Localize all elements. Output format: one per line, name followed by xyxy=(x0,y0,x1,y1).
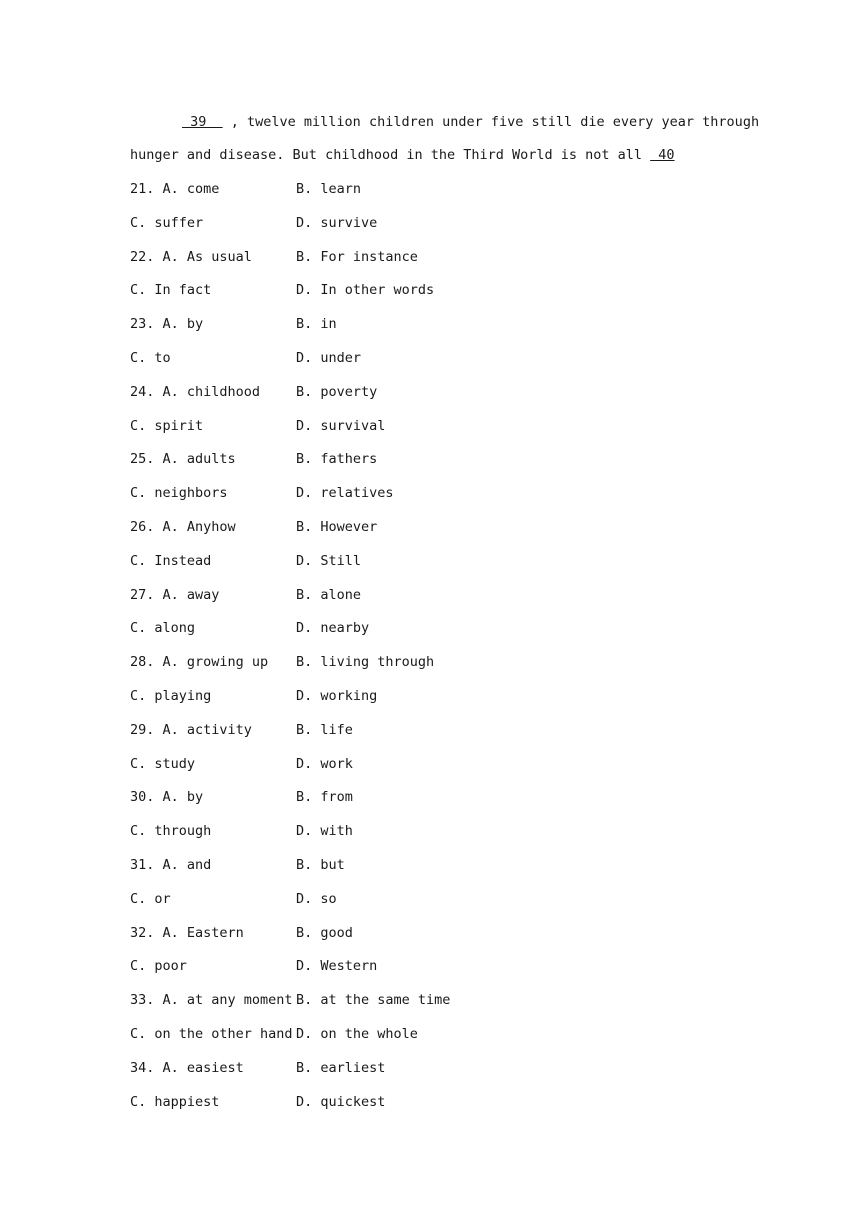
question-option-row xyxy=(130,713,750,747)
question-option-row xyxy=(130,544,750,578)
question-option-row xyxy=(130,814,750,848)
question-option-row xyxy=(130,1051,750,1085)
question-option-row xyxy=(130,848,750,882)
option-c: C. through xyxy=(130,823,212,840)
question-option-row xyxy=(130,747,750,781)
option-c: C. spirit xyxy=(130,417,204,434)
option-a: 25. A. adults xyxy=(130,451,236,468)
option-d: D. Western xyxy=(296,958,378,975)
question-option-row xyxy=(130,273,750,307)
question-option-row xyxy=(130,679,750,713)
passage-line-2-text: hunger and disease. But childhood in the Third World is not all xyxy=(130,147,651,163)
question-option-row xyxy=(130,983,750,1017)
question-option-row xyxy=(130,442,750,476)
question-option-row xyxy=(130,307,750,341)
question-option-row xyxy=(130,409,750,443)
blank-39: 39 xyxy=(182,114,223,130)
option-b: B. For instance xyxy=(296,248,418,265)
option-b: B. earliest xyxy=(296,1059,386,1076)
question-option-row xyxy=(130,510,750,544)
option-d: D. with xyxy=(296,823,353,840)
option-d: D. working xyxy=(296,688,378,704)
question-option-row xyxy=(130,240,750,274)
option-a: 24. A. childhood xyxy=(130,383,261,400)
question-option-row xyxy=(130,375,750,409)
question-option-row xyxy=(130,611,750,645)
option-a: 33. A. at any moment xyxy=(130,992,293,1009)
option-c: C. In fact xyxy=(130,282,212,299)
question-option-row xyxy=(130,341,750,375)
option-b: B. poverty xyxy=(296,383,378,400)
question-option-row xyxy=(130,1085,750,1119)
option-a: 29. A. activity xyxy=(130,721,252,738)
passage-line-1 xyxy=(130,105,760,139)
option-d: D. work xyxy=(296,755,353,772)
option-c: C. Instead xyxy=(130,552,212,569)
question-option-row xyxy=(130,578,750,612)
option-c: C. to xyxy=(130,350,171,366)
option-c: C. neighbors xyxy=(130,485,228,502)
option-b: B. from xyxy=(296,789,353,806)
option-b: B. in xyxy=(296,316,337,333)
option-b: B. fathers xyxy=(296,451,378,468)
option-c: C. or xyxy=(130,890,171,907)
option-d: D. so xyxy=(296,890,337,907)
question-option-row xyxy=(130,476,750,510)
question-option-row xyxy=(130,916,750,950)
option-d: D. Still xyxy=(296,552,362,569)
option-c: C. along xyxy=(130,620,196,637)
option-b: B. However xyxy=(296,519,378,535)
option-c: C. study xyxy=(130,755,196,772)
option-b: B. alone xyxy=(296,586,362,603)
option-b: B. good xyxy=(296,924,353,941)
option-c: C. suffer xyxy=(130,214,204,231)
option-a: 32. A. Eastern xyxy=(130,924,244,941)
option-a: 30. A. by xyxy=(130,789,204,806)
question-option-row xyxy=(130,645,750,679)
option-a: 31. A. and xyxy=(130,857,212,873)
option-a: 27. A. away xyxy=(130,586,220,603)
option-c: C. playing xyxy=(130,688,212,704)
option-b: B. at the same time xyxy=(296,992,451,1009)
option-c: C. poor xyxy=(130,958,187,975)
question-option-row xyxy=(130,882,750,916)
option-d: D. quickest xyxy=(296,1093,386,1110)
option-b: B. learn xyxy=(296,181,362,197)
option-c: C. happiest xyxy=(130,1093,220,1110)
question-option-row xyxy=(130,949,750,983)
question-option-row xyxy=(130,172,750,206)
option-c: C. on the other hand xyxy=(130,1026,293,1042)
question-option-row xyxy=(130,1017,750,1051)
option-a: 21. A. come xyxy=(130,181,220,197)
option-a: 26. A. Anyhow xyxy=(130,519,236,535)
question-option-row xyxy=(130,780,750,814)
option-a: 34. A. easiest xyxy=(130,1059,244,1076)
option-b: B. life xyxy=(296,721,353,738)
option-b: B. living through xyxy=(296,654,435,671)
option-d: D. on the whole xyxy=(296,1026,418,1042)
passage-line-2 xyxy=(130,138,750,172)
option-d: D. survive xyxy=(296,214,378,231)
option-a: 23. A. by xyxy=(130,316,204,333)
question-option-row xyxy=(130,206,750,240)
blank-40: 40 xyxy=(650,147,675,163)
option-d: D. nearby xyxy=(296,620,370,637)
option-a: 22. A. As usual xyxy=(130,248,252,265)
passage-line-1-text: , twelve million children under five still die every year through xyxy=(222,114,760,130)
option-d: D. relatives xyxy=(296,485,394,502)
option-d: D. In other words xyxy=(296,282,435,299)
option-d: D. survival xyxy=(296,417,386,434)
option-b: B. but xyxy=(296,857,345,873)
option-a: 28. A. growing up xyxy=(130,654,269,671)
option-d: D. under xyxy=(296,350,362,366)
